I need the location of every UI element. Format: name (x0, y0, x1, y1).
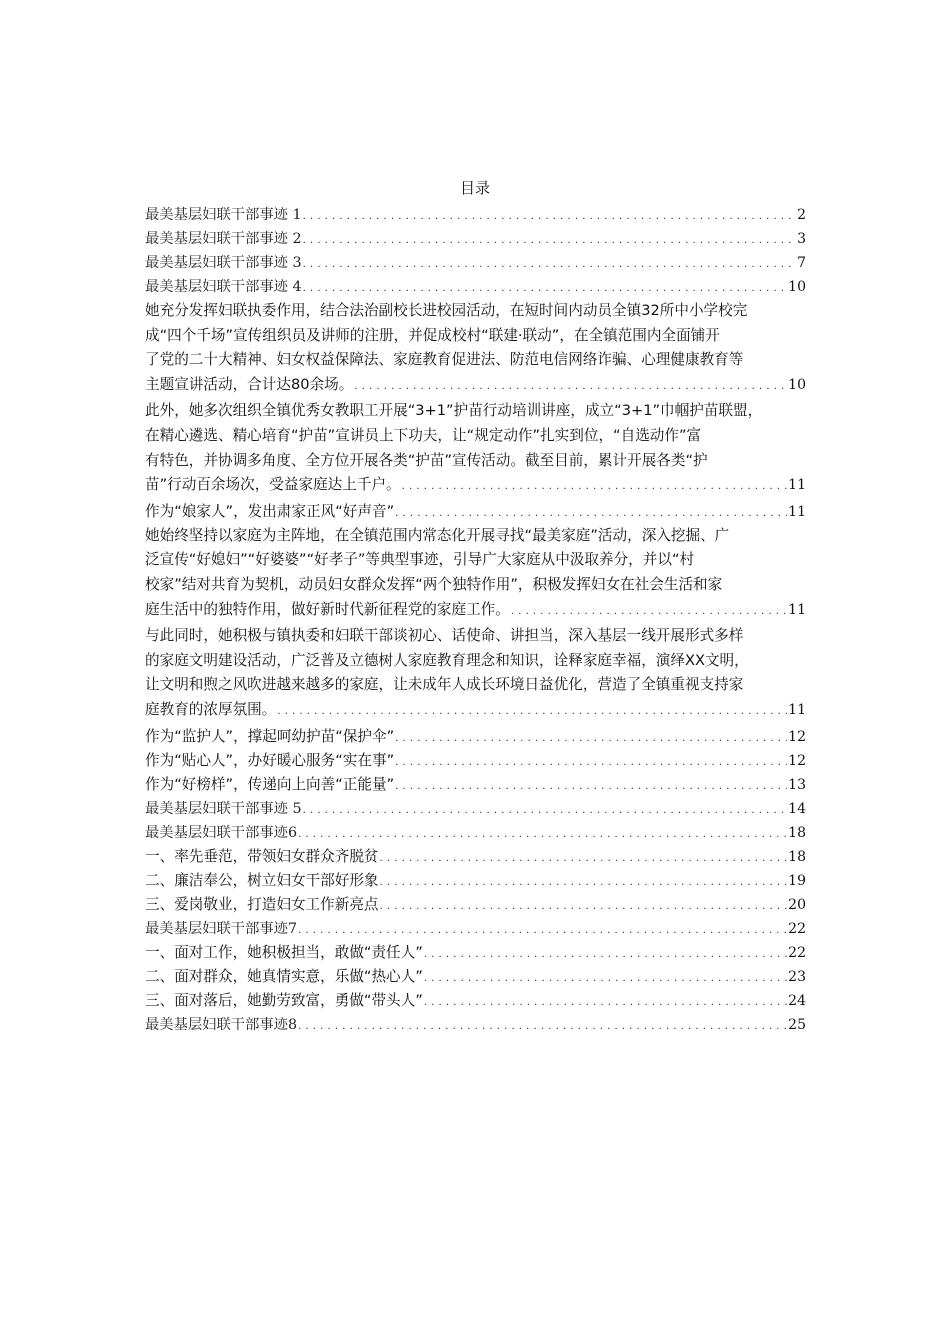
toc-page-number: 18 (788, 824, 806, 841)
toc-entry-title: 最美基层妇联干部事迹 1 (145, 207, 302, 223)
toc-page-number: 20 (788, 896, 806, 913)
toc-entry-title: 作为“监护人”，撑起呵幼护苗“保护伞” (145, 727, 395, 745)
toc-page-number: 19 (788, 872, 806, 889)
toc-entry[interactable] (145, 399, 806, 499)
toc-entry[interactable] (145, 989, 806, 1013)
toc-entry[interactable] (145, 251, 806, 275)
toc-entry[interactable] (145, 227, 806, 251)
toc-entry-title: 主题宣讲活动，合计达80余场。 (145, 375, 354, 393)
toc-entry[interactable] (145, 203, 806, 227)
toc-entry[interactable] (145, 893, 806, 917)
toc-entry-title: 最美基层妇联干部事迹 3 (145, 255, 302, 271)
toc-entry-title: 庭教育的浓厚氛围。 (145, 700, 277, 718)
toc-leader-dots (380, 847, 788, 869)
toc-page-number: 11 (788, 701, 806, 718)
toc-leader-dots (511, 600, 787, 625)
toc-entry-title: 一、率先垂范，带领妇女群众齐脱贫 (145, 847, 379, 865)
toc-leader-dots (303, 277, 788, 299)
toc-entry-title: 苗”行动百余场次，受益家庭达上千户。 (145, 476, 401, 494)
toc-entry-line: 她始终坚持以家庭为主阵地，在全镇范围内常态化开展寻找“最美家庭”活动，深入挖掘、广 (145, 526, 730, 544)
toc-entry[interactable] (145, 299, 806, 399)
toc-entry-line: 校家”结对共育为契机，动员妇女群众发挥“两个独特作用”，积极发挥妇女在社会生活和家 (145, 575, 723, 593)
toc-page-number: 2 (797, 207, 806, 223)
toc-entry-line: 她充分发挥妇联执委作用，结合法治副校长进校园活动，在短时间内动员全镇32所中小学校完 (145, 302, 748, 319)
toc-entry-title: 二、廉洁奉公，树立妇女干部好形象 (145, 871, 379, 889)
toc-leader-dots (298, 919, 787, 941)
toc-entry[interactable] (145, 524, 806, 624)
toc-page-number: 12 (788, 752, 806, 769)
toc-page-number: 10 (788, 376, 806, 393)
toc-entry[interactable] (145, 869, 806, 893)
toc-leader-dots (303, 253, 796, 275)
toc-page-number: 11 (788, 503, 806, 520)
toc-page-number: 22 (788, 944, 806, 961)
toc-entry-title: 最美基层妇联干部事迹 4 (145, 279, 302, 295)
toc-entry-line: 有特色，并协调多角度、全方位开展各类“护苗”宣传活动。截至目前，累计开展各类“护 (145, 451, 708, 469)
toc-entry-line: 成“四个千场”宣传组织员及讲师的注册，并促成校村“联建·联动”，在全镇范围内全面铺开 (145, 326, 720, 344)
toc-entry-title: 最美基层妇联干部事迹 5 (145, 800, 302, 817)
toc-leader-dots (424, 943, 787, 965)
toc-entry[interactable] (145, 1013, 806, 1037)
toc-entry-line: 与此同时，她积极与镇执委和妇联干部谈初心、话使命、讲担当，深入基层一线开展形式多样 (145, 627, 744, 645)
toc-leader-dots (395, 727, 787, 749)
toc-entry-line: 让文明和煦之风吹进越来越多的家庭，让未成年人成长环境日益优化，营造了全镇重视支持家 (145, 676, 744, 694)
toc-leader-dots (395, 751, 787, 773)
toc-page-number: 11 (788, 601, 806, 618)
toc-entry-title: 二、面对群众，她真情实意，乐做“热心人” (145, 967, 423, 985)
toc-entry-title: 三、面对落后，她勤劳致富，勇做“带头人” (145, 991, 423, 1009)
toc-entry-line: 在精心遴选、精心培育“护苗”宣讲员上下功夫，让“规定动作”扎实到位，“自选动作”富 (145, 426, 702, 444)
toc-leader-dots (395, 502, 787, 524)
toc-leader-dots (424, 967, 787, 989)
toc-entry-title: 一、面对工作，她积极担当，敢做“责任人” (145, 943, 423, 961)
toc-leader-dots (298, 1015, 787, 1037)
toc-page-number: 3 (797, 231, 806, 247)
toc-leader-dots (298, 823, 787, 845)
toc-entry[interactable] (145, 965, 806, 989)
toc-entry-title: 作为“娘家人”，发出肃家正风“好声音” (145, 502, 395, 520)
toc-entry[interactable] (145, 275, 806, 299)
toc-page-number: 24 (788, 992, 806, 1009)
toc-page-number: 23 (788, 968, 806, 985)
toc-entry[interactable] (145, 500, 806, 524)
toc-page-number: 11 (788, 477, 806, 494)
toc-leader-dots (402, 475, 788, 500)
toc-entry-title: 庭生活中的独特作用，做好新时代新征程党的家庭工作。 (145, 600, 510, 618)
toc-leader-dots (380, 895, 788, 917)
toc-entry[interactable] (145, 773, 806, 797)
toc-page-number: 7 (797, 255, 806, 271)
toc-entry-title: 最美基层妇联干部事迹7 (145, 920, 298, 937)
toc-entry[interactable] (145, 941, 806, 965)
toc-entry-last-line (145, 598, 806, 625)
toc-leader-dots (277, 700, 787, 725)
toc-entry-title: 作为“好榜样”，传递向上向善“正能量” (145, 775, 395, 793)
toc-leader-dots (354, 375, 787, 400)
toc-page-number: 13 (788, 776, 806, 793)
toc-page-number: 22 (788, 920, 806, 937)
toc-entry[interactable] (145, 917, 806, 941)
toc-entry-last-line (145, 698, 806, 725)
toc-entry-title: 最美基层妇联干部事迹8 (145, 1016, 298, 1033)
toc-entry-line: 的家庭文明建设活动，广泛普及立德树人家庭教育理念和知识，诠释家庭幸福，演绎XX文明， (145, 651, 749, 669)
toc-entry-last-line (145, 373, 806, 400)
toc-page-number: 14 (788, 800, 806, 817)
toc-leader-dots (424, 991, 787, 1013)
toc-entry[interactable] (145, 821, 806, 845)
toc-entry[interactable] (145, 725, 806, 749)
toc-page-number: 18 (788, 848, 806, 865)
toc-entry[interactable] (145, 749, 806, 773)
toc-page-number: 12 (788, 728, 806, 745)
toc-title: 目录 (459, 179, 490, 197)
toc-entry-title: 最美基层妇联干部事迹6 (145, 824, 298, 841)
toc-entry-line: 了党的二十大精神、妇女权益保障法、家庭教育促进法、防范电信网络诈骗、心理健康教育等 (145, 351, 744, 369)
toc-entry[interactable] (145, 624, 806, 724)
toc-leader-dots (303, 229, 796, 251)
toc-page-number: 25 (788, 1016, 806, 1033)
toc-entry-title: 作为“贴心人”，办好暖心服务“实在事” (145, 751, 395, 769)
toc-leader-dots (303, 205, 796, 227)
toc-leader-dots (395, 775, 787, 797)
toc-entry-line: 泛宣传“好媳妇”“好婆婆”“好孝子”等典型事迹，引导广大家庭从中汲取养分，并以“村 (145, 551, 695, 569)
toc-entry[interactable] (145, 845, 806, 869)
toc-page-number: 10 (788, 279, 806, 295)
toc-leader-dots (303, 799, 788, 821)
toc-entry-title: 最美基层妇联干部事迹 2 (145, 231, 302, 247)
toc-entry-last-line (145, 473, 806, 500)
toc-entry[interactable] (145, 797, 806, 821)
table-of-contents (145, 203, 806, 1037)
toc-entry-title: 三、爱岗敬业，打造妇女工作新亮点 (145, 895, 379, 913)
toc-entry-line: 此外，她多次组织全镇优秀女教职工开展“3+1”护苗行动培训讲座，成立“3+1”巾帼护苗联盟， (145, 402, 763, 420)
toc-leader-dots (380, 871, 788, 893)
